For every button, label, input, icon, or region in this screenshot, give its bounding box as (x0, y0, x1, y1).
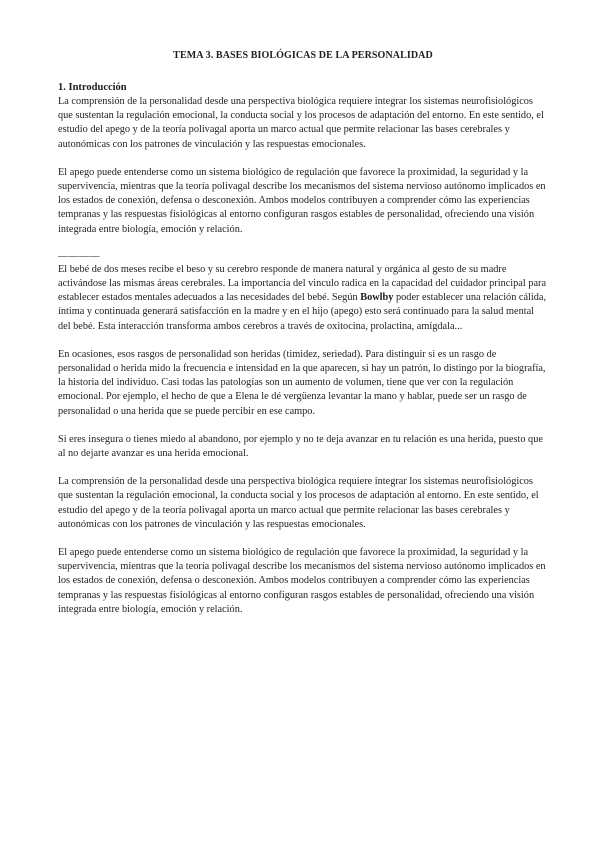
paragraph-apego-repeat: El apego puede entenderse como un sistema biológico de regulación que favorece la proximidad, la seguridad y la supervivencia, mientras que la teoría polivagal describe los mecanismos del sistema nervioso autónomo implicados en los estados de conexión, defensa o desconexión. Ambos modelos contribuyen a comprender cómo las experiencias tempranas y las respuestas fisiológicas al entorno configuran rasgos estables de personalidad, ofreciendo una visión integrada entre biología, emoción y relación. (58, 547, 546, 615)
paragraph-apego: El apego puede entenderse como un sistema biológico de regulación que favorece la proximidad, la seguridad y la supervivencia, mientras que la teoría polivagal describe los mecanismos del sistema nervioso autónomo implicados en los estados de conexión, defensa o desconexión. Ambos modelos contribuyen a comprender cómo las experiencias tempranas y las respuestas fisiológicas al entorno configuran rasgos estables de personalidad, ofreciendo una visión integrada entre biología, emoción y relación. (58, 166, 546, 235)
document-title: TEMA 3. BASES BIOLÓGICAS DE LA PERSONALIDAD (173, 50, 433, 61)
paragraph-intro: La comprensión de la personalidad desde una perspectiva biológica requiere integrar los sistemas neurofisiológicos que sustentan la regulación emocional, la conducta social y los procesos de adaptación del entorno. En este sentido, el estudio del apego y de la teoría polivagal aporta un marco actual que permite relacionar las bases cerebrales y autonómicas con los patrones de vinculación y las respuestas emocionales. (58, 96, 544, 150)
document-page (58, 50, 548, 617)
paragraph-bebe-text-1: El bebé de dos meses recibe el beso y su cerebro responde de manera natural y orgánica al gesto de su madre activándose las mismas áreas cerebrales. La importancia del vinculo radica en la capacidad del cuidador principal para establecer estados mentales adecuados a las necesidades del bebé. Según (58, 263, 547, 304)
section-heading: 1. Introducción (58, 82, 127, 93)
paragraph-heridas: En ocasiones, esos rasgos de personalidad son heridas (timidez, seriedad). Para distinguir si es un rasgo de personalidad o herida mido la frecuencia e intensidad en la que aparecen, si hay un patrón, lo distingo por la biografía, la historia del individuo. Casi todas las patologías son un aumento de volumen, tiene que ver con la regulación emocional. Por ejemplo, el hecho de que a Elena le dé vergüenza levantar la mano y hablar, puede ser un rasgo de personalidad o una herida que se puede percibir en ese campo. (58, 348, 546, 417)
paragraph-insegura: Si eres insegura o tienes miedo al abandono, por ejemplo y no te deja avanzar en tu relación es una herida, puesto que al no dejarte avanzar es una herida emocional. (58, 433, 543, 460)
paragraph-bebe-text-2: poder establecer una relación cálida, íntima y continuada generará satisfacción en la madre y en el hijo (apego) esto será continuado para la salud mental del bebé. Esta interacción transforma ambos cerebros a través de oxitocina, prolactina, amígdala... (58, 292, 547, 332)
bowlby-name: Bowlby (360, 292, 394, 304)
paragraph-intro-repeat: La comprensión de la personalidad desde una perspectiva biológica requiere integrar los sistemas neurofisiológicos que sustentan la regulación emocional, la conducta social y los procesos de adaptación al entorno. En este sentido, el estudio del apego y de la teoría polivagal aporta un marco actual que permite relacionar las bases cerebrales y autonómicas con los patrones de vinculación y las respuestas emocionales. (58, 476, 539, 530)
paragraph-bebe (58, 263, 548, 334)
separator-dashes: ———— (58, 250, 100, 262)
